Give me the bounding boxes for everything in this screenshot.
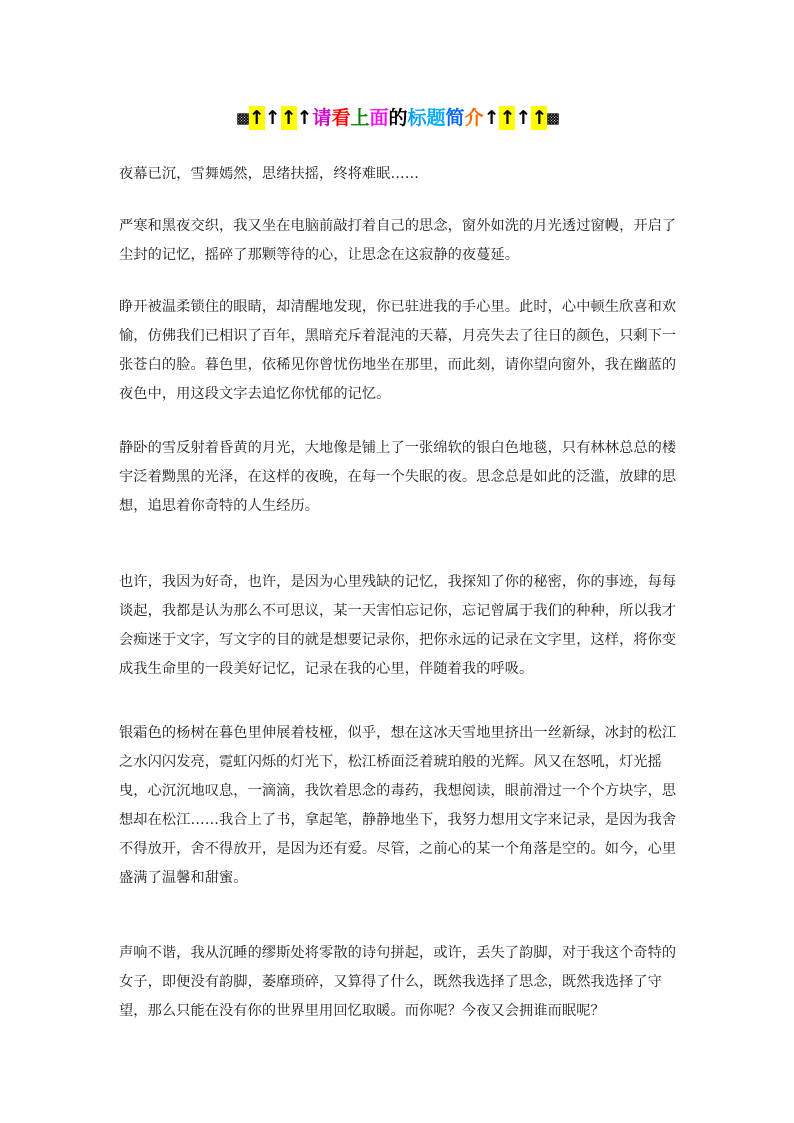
- paragraph-2: 严寒和黑夜交织，我又坐在电脑前敲打着自己的思念，窗外如洗的月光透过窗幔，开启了尘封的记忆，摇碎了那颗等待的心，让思念在这寂静的夜蔓延。: [119, 218, 677, 263]
- title-char: ▩: [547, 107, 559, 129]
- paragraph-5: 也许，我因为好奇，也许，是因为心里残缺的记忆，我探知了你的秘密，你的事迹，每每谈起，我都是认为那么不可思议，某一天害怕忘记你，忘记曾属于我们的种种，所以我才会痴迷于文字，写文字的目的就是想要记录你，把你永远的记录在文字里，这样，将你变成我生命里的一段美好记忆，记录在我的心里，伴随着我的呼吸。: [119, 574, 677, 677]
- title-char: ↑: [296, 107, 313, 129]
- title-char: ↑: [264, 107, 281, 129]
- title-char: 看: [331, 107, 351, 129]
- paragraph-4: 静卧的雪反射着昏黄的月光，大地像是铺上了一张绵软的银白色地毯，只有林林总总的楼宇泛着黝黑的光泽，在这样的夜晚，在每一个失眠的夜。思念总是如此的泛滥，放肆的思想，追思着你奇特的人生经历。: [119, 440, 677, 514]
- title-char: 请: [312, 107, 332, 129]
- title-char: ↑: [483, 107, 500, 129]
- title-char: ↑: [531, 107, 548, 129]
- title-char: 的: [388, 107, 408, 129]
- title-char: ↑: [499, 107, 516, 129]
- document-title: [119, 106, 677, 130]
- paragraph-6: 银霜色的杨树在暮色里伸展着枝桠，似乎，想在这冰天雪地里挤出一丝新绿，冰封的松江之水闪闪发亮，霓虹闪烁的灯光下，松江桥面泛着琥珀般的光辉。风又在怒吼，灯光摇曳，心沉沉地叹息，一滴滴，我饮着思念的毒药，我想阅读，眼前滑过一个个方块字，思想却在松江……我合上了书，拿起笔，静静地坐下，我努力想用文字来记录，是因为我舍不得放开，舍不得放开，是因为还有爱。尽管，之前心的某一个角落是空的。如今，心里盛满了温馨和甜蜜。: [119, 725, 677, 886]
- title-char: 题: [426, 107, 446, 129]
- title-char: ↑: [280, 107, 297, 129]
- title-char: 简: [445, 107, 465, 129]
- title-char: ▩: [237, 107, 249, 129]
- title-char: 标: [407, 107, 427, 129]
- paragraph-7: 声响不谐，我从沉睡的缪斯处将零散的诗句拼起，或许，丢失了韵脚，对于我这个奇特的女子，即便没有韵脚，萎靡琐碎，又算得了什么，既然我选择了思念，既然我选择了守望，那么只能在没有你的世界里用回忆取暖。而你呢？今夜又会拥谁而眠呢？: [119, 945, 677, 1019]
- title-char: 上: [350, 107, 370, 129]
- paragraph-3: 睁开被温柔锁住的眼睛，却清醒地发现，你已驻进我的手心里。此时，心中顿生欣喜和欢愉，仿佛我们已相识了百年，黑暗充斥着混沌的天幕，月亮失去了往日的颜色，只剩下一张苍白的脸。暮色里，依稀见你曾忧伤地坐在那里，而此刻，请你望向窗外，我在幽蓝的夜色中，用这段文字去追忆你忧郁的记忆。: [119, 299, 677, 402]
- title-char: ↑: [515, 107, 532, 129]
- title-char: 介: [464, 107, 484, 129]
- paragraph-1: 夜幕已沉，雪舞嫣然，思绪扶摇，终将难眠……: [119, 166, 420, 182]
- title-char: 面: [369, 107, 389, 129]
- title-char: ↑: [248, 107, 265, 129]
